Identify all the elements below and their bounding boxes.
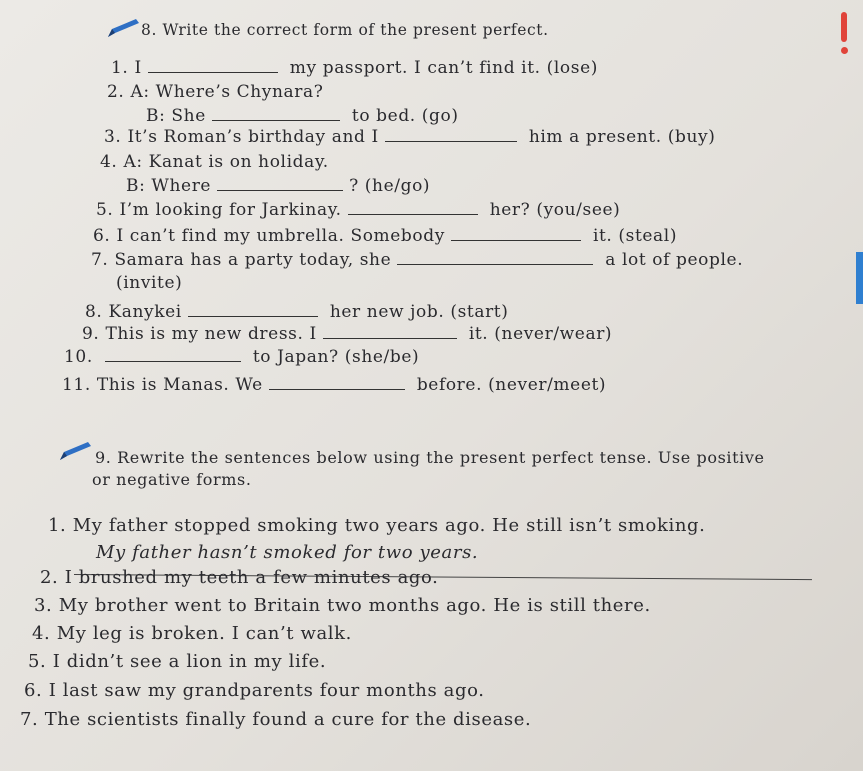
answer-blank[interactable] <box>188 315 318 317</box>
answer-blank[interactable] <box>323 337 457 339</box>
ex9-item-7: 7. The scientists finally found a cure for the disease. <box>20 709 532 730</box>
pencil-icon <box>106 17 140 39</box>
exclamation-mark <box>839 12 849 56</box>
answer-blank[interactable] <box>105 360 241 362</box>
ex9-item-3: 3. My brother went to Britain two months ago. He is still there. <box>34 595 651 616</box>
ex8-item-11: 11. This is Manas. We before. (never/meet) <box>62 375 607 395</box>
page-tab-marker <box>856 252 863 304</box>
ex8-item-2: 2. A: Where’s Chynara? <box>107 82 324 102</box>
ex8-item-3: 3. It’s Roman’s birthday and I him a present. (buy) <box>104 127 716 147</box>
ex8-item-4: 4. A: Kanat is on holiday. <box>100 152 329 172</box>
ex8-item-8: 8. Kanykei her new job. (start) <box>85 302 509 322</box>
ex8-item-5: 5. I’m looking for Jarkinay. her? (you/see) <box>96 200 621 220</box>
ex9-example-answer: My father hasn’t smoked for two years. <box>96 542 479 563</box>
ex8-item-4b: B: Where ? (he/go) <box>126 176 431 196</box>
answer-blank[interactable] <box>451 239 581 241</box>
ex8-item-2b: B: She to bed. (go) <box>146 106 459 126</box>
ex8-item-6: 6. I can’t find my umbrella. Somebody it. (steal) <box>93 226 678 246</box>
answer-blank[interactable] <box>212 119 340 121</box>
ex8-item-9: 9. This is my new dress. I it. (never/wear) <box>82 324 613 344</box>
answer-blank[interactable] <box>397 263 593 265</box>
ex8-item-7b: (invite) <box>116 273 183 293</box>
answer-blank[interactable] <box>269 388 405 390</box>
answer-blank[interactable] <box>148 71 278 73</box>
ex8-item-10: 10. to Japan? (she/be) <box>64 347 420 367</box>
ex9-item-4: 4. My leg is broken. I can’t walk. <box>32 623 352 644</box>
exercise-9-title: 9. Rewrite the sentences below using the present perfect tense. Use positive <box>95 448 765 467</box>
answer-blank[interactable] <box>217 189 343 191</box>
ex9-item-1: 1. My father stopped smoking two years ago. He still isn’t smoking. <box>48 515 706 536</box>
exercise-9-title-cont: or negative forms. <box>92 470 252 489</box>
ex8-item-1: 1. I my passport. I can’t find it. (lose) <box>111 58 598 78</box>
pencil-icon <box>58 440 92 462</box>
answer-blank[interactable] <box>385 140 517 142</box>
exercise-8-title: 8. Write the correct form of the present perfect. <box>141 21 549 39</box>
ex9-item-5: 5. I didn’t see a lion in my life. <box>28 651 327 672</box>
ex8-item-7: 7. Samara has a party today, she a lot of people. <box>91 250 744 270</box>
answer-blank[interactable] <box>348 213 478 215</box>
ex9-item-2: 2. I brushed my teeth a few minutes ago. <box>40 567 439 588</box>
ex9-item-6: 6. I last saw my grandparents four months ago. <box>24 680 485 701</box>
